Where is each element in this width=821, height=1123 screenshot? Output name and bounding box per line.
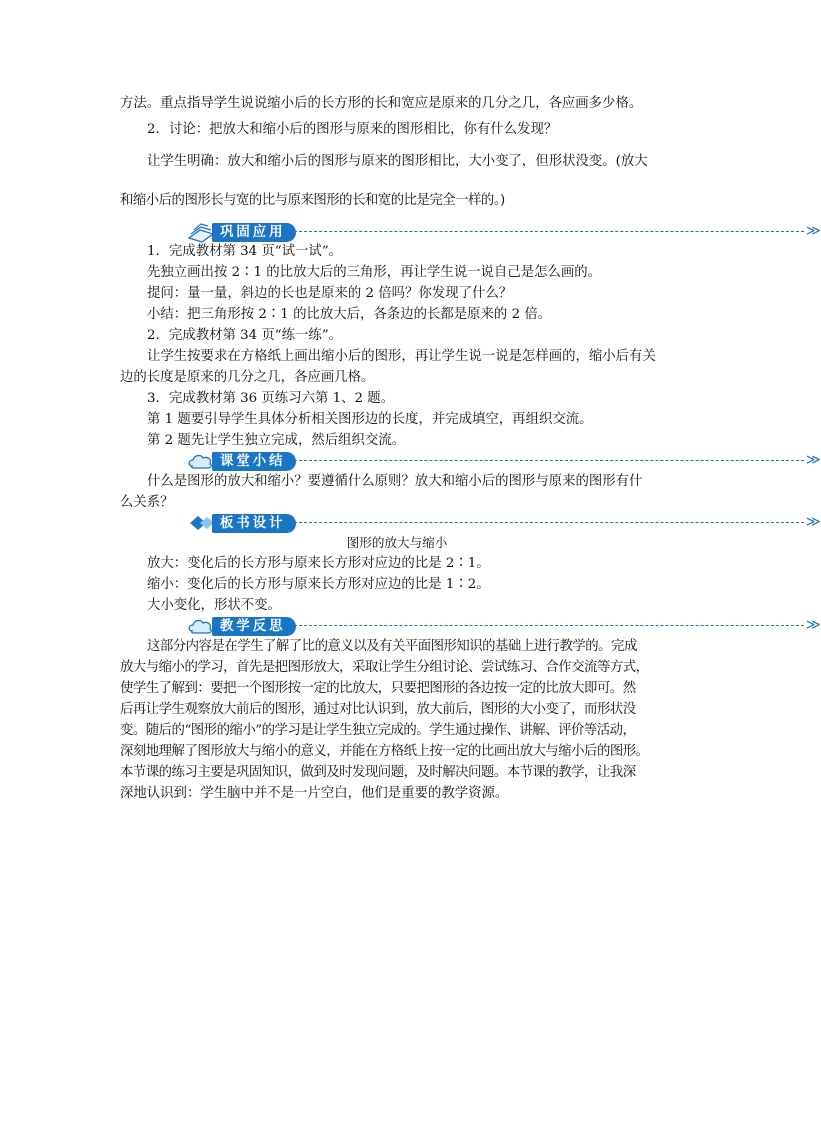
- paragraph-line: 2．讨论：把放大和缩小后的图形与原来的图形相比，你有什么发现？: [147, 122, 558, 137]
- paragraph-line: 放大：变化后的长方形与原来长方形对应边的比是 2∶1。: [147, 556, 490, 571]
- board-title: 图形的放大与缩小: [346, 535, 448, 550]
- paragraph-line: 后再让学生观察放大前后的图形，通过对比认识到，放大前后，图形的大小变了，而形状没: [120, 702, 636, 717]
- paragraph-line: 变。随后的“图形的缩小”的学习是让学生独立完成的。学生通过操作、讲解、评价等活动，: [120, 723, 636, 738]
- section-title: 巩固应用: [212, 223, 296, 242]
- section-header-consolidate: [186, 220, 821, 244]
- paragraph-line: 深地认识到：学生脑中并不是一片空白，他们是重要的教学资源。: [120, 786, 509, 801]
- section-header-board: [186, 511, 821, 535]
- paragraph-line: 方法。重点指导学生说说缩小后的长方形的长和宽应是原来的几分之几，各应画多少格。: [120, 96, 643, 111]
- chevron-icon: ≫: [806, 514, 821, 530]
- section-header-reflection: [186, 614, 821, 638]
- paragraph-line: 么关系？: [120, 495, 174, 510]
- dashed-divider: [294, 625, 804, 626]
- paragraph-line: 放大与缩小的学习，首先是把图形放大，采取让学生分组讨论、尝试练习、合作交流等方式，: [120, 660, 649, 675]
- chevron-icon: ≫: [806, 223, 821, 239]
- dashed-divider: [294, 231, 804, 232]
- paragraph-line: 大小变化，形状不变。: [147, 598, 281, 613]
- chevron-icon: ≫: [806, 617, 821, 633]
- paragraph-line: 本节课的练习主要是巩固知识，做到及时发现问题，及时解决问题。本节课的教学，让我深: [120, 765, 636, 780]
- dashed-divider: [294, 460, 804, 461]
- section-title: 课堂小结: [212, 452, 296, 471]
- paragraph-line: 缩小：变化后的长方形与原来长方形对应边的比是 1∶2。: [147, 577, 490, 592]
- chevron-icon: ≫: [806, 452, 821, 468]
- paragraph-line: 1．完成教材第 34 页“试一试”。: [147, 244, 343, 259]
- paragraph-line: 提问：量一量，斜边的长也是原来的 2 倍吗？你发现了什么？: [147, 286, 513, 301]
- paragraph-line: 让学生按要求在方格纸上画出缩小后的图形，再让学生说一说是怎样画的，缩小后有关: [147, 349, 656, 364]
- paragraph-line: 小结：把三角形按 2∶1 的比放大后，各条边的长都是原来的 2 倍。: [147, 307, 552, 322]
- section-title: 板书设计: [212, 514, 296, 533]
- paragraph-line: 和缩小后的图形长与宽的比与原来图形的长和宽的比是完全一样的。): [120, 193, 505, 208]
- paragraph-line: 2．完成教材第 34 页“练一练”。: [147, 328, 343, 343]
- paragraph-line: 先独立画出按 2∶1 的比放大后的三角形，再让学生说一说自己是怎么画的。: [147, 265, 602, 280]
- paragraph-line: 边的长度是原来的几分之几，各应画几格。: [120, 370, 375, 385]
- paragraph-line: 第 2 题先让学生独立完成，然后组织交流。: [147, 433, 406, 448]
- section-header-summary: [186, 449, 821, 473]
- paragraph-line: 深刻地理解了图形放大与缩小的意义，并能在方格纸上按一定的比画出放大与缩小后的图形。: [120, 744, 649, 759]
- paragraph-line: 这部分内容是在学生了解了比的意义以及有关平面图形知识的基础上进行教学的。完成: [147, 639, 637, 654]
- section-title: 教学反思: [212, 617, 296, 636]
- paragraph-line: 第 1 题要引导学生具体分析相关图形边的长度，并完成填空，再组织交流。: [147, 412, 593, 427]
- paragraph-line: 使学生了解到：要把一个图形按一定的比放大，只要把图形的各边按一定的比放大即可。然: [120, 681, 636, 696]
- paragraph-line: 3．完成教材第 36 页练习六第 1、2 题。: [147, 391, 395, 406]
- paragraph-line: 什么是图形的放大和缩小？要遵循什么原则？放大和缩小后的图形与原来的图形有什: [147, 474, 643, 489]
- dashed-divider: [294, 522, 804, 523]
- paragraph-line: 让学生明确：放大和缩小后的图形与原来的图形相比，大小变了，但形状没变。(放大: [147, 154, 648, 169]
